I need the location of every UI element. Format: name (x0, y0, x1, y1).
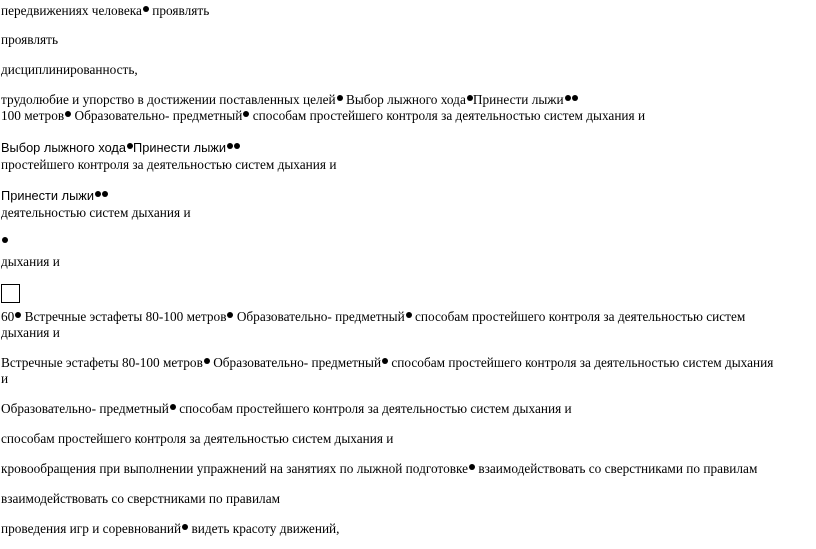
text-line-14 (1, 355, 773, 371)
text-line-17: способам простейшего контроля за деятельностью систем дыхания и (1, 431, 394, 446)
text-line-5 (1, 108, 645, 124)
text-fragment: видеть красоту движений, (191, 521, 340, 536)
text-fragment: Выбор лыжного хода (345, 92, 466, 107)
bullet-icon (15, 312, 21, 318)
bullet-icon (234, 143, 240, 149)
bullet-icon (204, 358, 210, 364)
text-fragment: Образовательно- предметный (74, 108, 243, 123)
text-line-13: дыхания и (1, 325, 60, 340)
text-fragment: Встречные эстафеты 80-100 метров (1, 355, 203, 370)
text-line-4 (1, 92, 578, 108)
text-line-1 (1, 3, 209, 19)
text-fragment: Принести лыжи (133, 140, 226, 155)
bullet-icon (572, 95, 578, 101)
text-fragment: трудолюбие и упорство в достижении поставленных целей (1, 92, 336, 107)
text-fragment: передвижениях человека (1, 3, 142, 18)
text-fragment: способам простейшего контроля за деятельностью систем дыхания и (179, 401, 572, 416)
text-fragment: Образовательно- предметный (236, 309, 405, 324)
bullet-icon (170, 404, 176, 410)
text-line-15: и (1, 371, 9, 386)
bullet-icon (227, 312, 233, 318)
text-line-19: взаимодействовать со сверстниками по правилам (1, 491, 281, 506)
text-line-10 (1, 234, 8, 250)
text-fragment: Принести лыжи (1, 188, 94, 203)
bullet-icon (95, 191, 101, 197)
text-fragment: способам простейшего контроля за деятельностью систем (415, 309, 746, 324)
bullet-icon (243, 111, 249, 117)
text-fragment: взаимодействовать со сверстниками по правилам (478, 461, 758, 476)
bullet-icon (65, 111, 71, 117)
text-fragment: Принести лыжи (472, 92, 564, 107)
bullet-icon (337, 95, 343, 101)
bullet-icon (102, 191, 108, 197)
text-fragment: способам простейшего контроля за деятельностью систем дыхания (391, 355, 774, 370)
bullet-icon (143, 6, 149, 12)
text-line-2: проявлять (1, 32, 59, 47)
bullet-icon (227, 143, 233, 149)
text-fragment: кровообращения при выполнении упражнений на занятиях по лыжной подготовке (1, 461, 469, 476)
text-fragment: Образовательно- предметный (1, 401, 169, 416)
text-fragment: проведения игр и соревнований (1, 521, 182, 536)
bullet-icon (382, 358, 388, 364)
bullet-icon (406, 312, 412, 318)
text-fragment: Встречные эстафеты 80-100 метров (24, 309, 227, 324)
text-line-7: простейшего контроля за деятельностью систем дыхания и (1, 157, 337, 172)
text-line-11: дыхания и (1, 254, 60, 269)
text-fragment: способам простейшего контроля за деятельностью систем дыхания и (252, 108, 646, 123)
text-fragment: проявлять (152, 3, 210, 18)
text-fragment: Образовательно- предметный (213, 355, 382, 370)
empty-checkbox-frame (1, 284, 20, 303)
text-fragment: 100 метров (1, 108, 65, 123)
bullet-icon (2, 237, 8, 243)
text-line-9: деятельностью систем дыхания и (1, 205, 191, 220)
text-line-18 (1, 461, 757, 477)
bullet-icon (565, 95, 571, 101)
text-line-3: дисциплинированность, (1, 62, 138, 77)
text-line-8 (1, 188, 108, 204)
text-line-16 (1, 401, 572, 417)
text-line-20 (1, 521, 340, 537)
text-fragment: 60 (1, 309, 15, 324)
text-fragment: Выбор лыжного хода (1, 140, 126, 155)
bullet-icon (469, 464, 475, 470)
text-line-12 (1, 309, 745, 325)
bullet-icon (182, 524, 188, 530)
text-line-6 (1, 140, 240, 156)
